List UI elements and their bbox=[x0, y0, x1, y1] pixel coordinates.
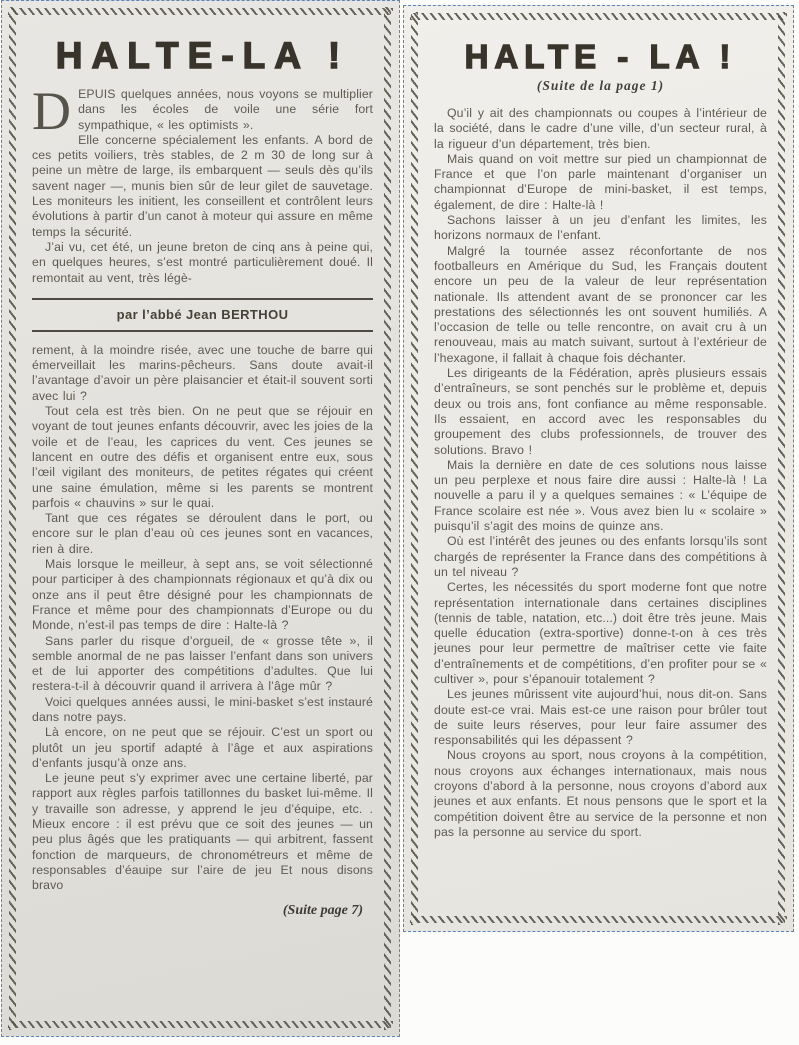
lead-paragraph bbox=[32, 81, 373, 141]
zigzag-border-bottom bbox=[8, 1021, 393, 1028]
paragraph: J’ai vu, cet été, un jeune breton de cinq ans à peine qui, en quelques heures, s’est montré particulièrement doué. Il remontait au vent, très légè- bbox=[32, 239, 373, 285]
paragraph: Où est l’intérêt des jeunes ou des enfants lorsqu’ils sont chargés de représenter la France dans des compétitions à un tel niveau ? bbox=[434, 534, 767, 579]
right-clipping-content bbox=[426, 20, 773, 915]
paragraph: Tout cela est très bien. On ne peut que se réjouir en voyant de tout jeunes enfants découvrir, avec les joies de la voile et de l’eau, les caprices du vent. Ces jeunes se lancent en outre des défis et organisent entre eux, sous l’œil vigilant des moniteurs, de petites régates qui créent une saine émulation, même si les parents se montrent parfois « chauvins » sur le quai. bbox=[32, 404, 373, 510]
left-clipping-content bbox=[24, 15, 379, 1020]
paragraph: Mais la dernière en date de ces solutions nous laisse un peu perplexe et nous faire dire aussi : Halte-là ! La nouvelle a paru il y a quelques semaines : « L’équipe de France scolaire est née ». Vous avez bien lu « scolaire » puisqu’il s’agit des moins de quinze ans. bbox=[434, 457, 767, 534]
paragraph: Nous croyons au sport, nous croyons à la compétition, nous croyons aux échanges internationaux, mais nous croyons d’abord à la personne, nous croyons d’abord aux jeunes et aux enfants. Et nous pensons que le sport et la compétition doivent être au service de la personne et non pas la personne au service du sport. bbox=[434, 748, 767, 839]
paragraph: Elle concerne spécialement les enfants. A bord de ces petits voiliers, très stables, de 2 m 30 de long sur à peine un mètre de large, ils embarquent — seuls dès qu’ils savent nager —, munis bien sûr de leur gilet de sauvetage. Les moniteurs les initient, les conseillent et contrôlent leurs évolutions à partir d’un canot à moteur qui assure en même temps la sécurité. bbox=[32, 132, 373, 239]
left-clipping[interactable] bbox=[1, 0, 400, 1037]
paragraph: Mais quand on voit mettre sur pied un championnat de France et que l’on parle maintenant d’organiser un championnat d’Europe de mini-basket, il est temps, également, de dire : Halte-là ! bbox=[434, 151, 767, 212]
zigzag-border-bottom bbox=[410, 916, 787, 923]
continuation-note: (Suite page 7) bbox=[282, 902, 363, 918]
paragraph: rement, à la moindre risée, avec une touche de barre qui émerveillait les marins-pêcheurs. Sans doute avait-il l’avantage d’avoir un père plaisancier et était-il souvent sorti avec lui ? bbox=[32, 342, 373, 403]
zigzag-border-right bbox=[778, 12, 785, 925]
paragraph: Sachons laisser à un jeu d’enfant les limites, les horizons normaux de l’enfant. bbox=[434, 213, 767, 243]
paragraph: Malgré la tournée assez réconfortante de nos footballeurs en Amérique du Sud, les Français doutent encore un peu de la valeur de leur représentation nationale. Ils attendent avant de se prononcer car les prestations des sélectionnés les ont souvent humiliés. A l’occasion de telle ou telle rencontre, on avait cru à un renouveau, mais au match suivant, surtout à l’extérieur de l’hexagone, il fallait à chaque fois déchanter. bbox=[434, 243, 767, 365]
paragraph: Voici quelques années aussi, le mini-basket s’est instauré dans notre pays. bbox=[32, 694, 373, 724]
zigzag-border-right bbox=[384, 7, 391, 1030]
paragraph: Certes, les nécessités du sport moderne font que notre représentation internationale dans certaines disciplines (tennis de table, natation, etc...) doit être très jeune. Mais quelle éducation (extra-sportive) donne-t-on à ces très jeunes pour leur permettre de maîtriser cette vie faite d’entraînements et de compétitions, d’en profiter pour se « cultiver », pour s’épanouir totalement ? bbox=[434, 580, 767, 686]
paragraph: Les dirigeants de la Fédération, après plusieurs essais d’entraîneurs, se sont penchés sur le problème et, depuis deux ou trois ans, font confiance au même responsable. Ils essaient, en accord avec les responsables du groupement des clubs professionnels, de trouver des solutions. Bravo ! bbox=[434, 366, 767, 457]
zigzag-border-left bbox=[411, 12, 418, 925]
article-title: HALTE-LA ! bbox=[55, 35, 350, 76]
byline: par l’abbé Jean BERTHOU bbox=[32, 298, 373, 332]
drop-cap: D bbox=[32, 81, 72, 141]
paragraph: Là encore, on ne peut que se réjouir. C’est un sport ou plutôt un jeu sportif adapté à l’âge et aux aspirations d’enfants jusqu’à onze ans. bbox=[32, 725, 373, 770]
lead-paragraph-text: EPUIS quelques années, nous voyons se multiplier dans les écoles de voile une série fort sympathique, « les optimists ». bbox=[78, 87, 373, 132]
paragraph: Tant que ces régates se déroulent dans le port, ou encore sur le plan d’eau où ces jeunes sont en vacances, rien à dire. bbox=[32, 511, 373, 556]
paragraph: Sans parler du risque d’orgueil, de « grosse tête », il semble anormal de ne pas laisser l’enfant dans son univers et de lui apporter des compétitions d’adultes. Que lui restera-t-il à découvrir quand il arrivera à l’âge mûr ? bbox=[32, 633, 373, 694]
paragraph: Mais lorsque le meilleur, à sept ans, se voit sélectionné pour participer à des championnats régionaux et qu’à dix ou onze ans il peut être désigné pour les championnats de France et même pour des championnats d’Europe ou du Monde, n’est-il pas temps de dire : Halte-là ? bbox=[32, 557, 373, 633]
article-continuation-title: HALTE - LA ! bbox=[464, 38, 737, 75]
zigzag-border-left bbox=[9, 7, 16, 1030]
paragraph: Le jeune peut s’y exprimer avec une certaine liberté, par rapport aux règles parfois tatillonnes du basket lui-même. Il y travaille son adresse, y apprend le jeu d’équipe, etc. . Mieux encore : il est prévu que ce soit des jeunes — un peu plus âgés que les pratiquants — qui arbitrent, fassent fonction de marqueurs, de chronométreurs et même de responsables d’éauipe sur l’aire de jeu Et nous disons bravo bbox=[32, 771, 373, 893]
zigzag-border-top bbox=[410, 13, 787, 20]
zigzag-border-top bbox=[8, 8, 393, 15]
right-clipping[interactable] bbox=[403, 5, 794, 932]
paragraph: Les jeunes mûrissent vite aujourd’hui, nous dit-on. Sans doute est-ce vrai. Mais est-ce une raison pour brûler tout de suite leurs réserves, pour leur faire assumer des responsabilités qui les dépassent ? bbox=[434, 687, 767, 748]
continuation-subtitle: (Suite de la page 1) bbox=[536, 78, 665, 93]
paragraph: Qu’il y ait des championnats ou coupes à l’intérieur de la société, dans le cadre d’une ville, d’un secteur rural, à la rigueur d’un département, très bien. bbox=[434, 106, 767, 151]
